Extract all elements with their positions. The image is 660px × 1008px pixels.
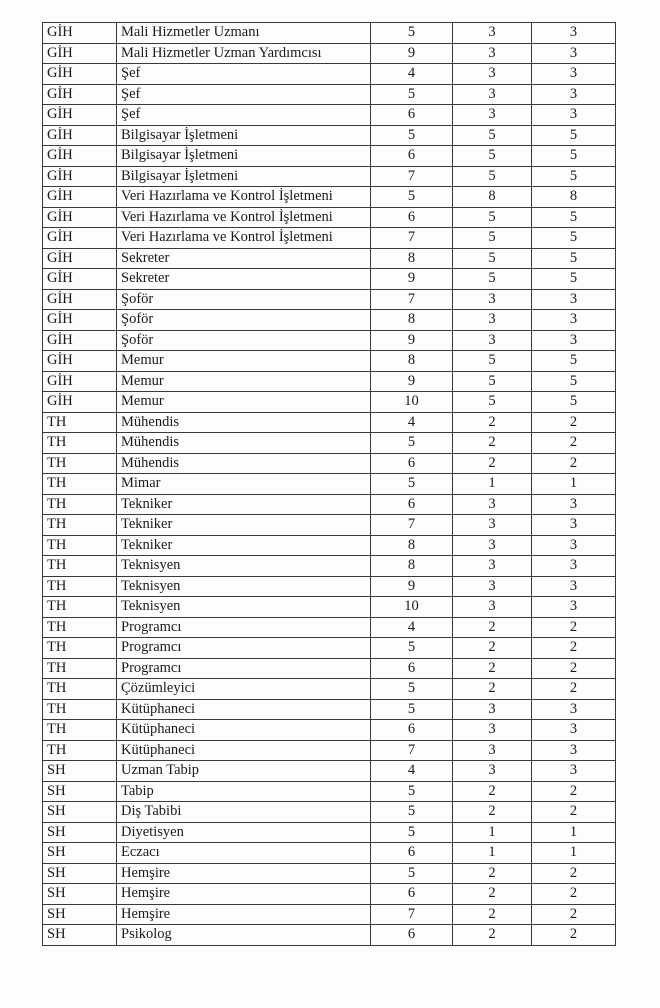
count-b-cell: 2 [532,802,616,823]
position-title-cell: Bilgisayar İşletmeni [117,146,371,167]
count-b-cell: 3 [532,105,616,126]
count-b-cell: 2 [532,617,616,638]
count-a-cell: 3 [453,597,532,618]
count-b-cell: 8 [532,187,616,208]
count-a-cell: 2 [453,679,532,700]
service-class-cell: SH [43,863,117,884]
grade-cell: 5 [371,802,453,823]
grade-cell: 4 [371,761,453,782]
table-row [43,494,616,515]
table-row [43,125,616,146]
grade-cell: 8 [371,535,453,556]
grade-cell: 5 [371,679,453,700]
count-b-cell: 5 [532,125,616,146]
table-row [43,289,616,310]
grade-cell: 5 [371,638,453,659]
count-a-cell: 2 [453,638,532,659]
count-a-cell: 5 [453,248,532,269]
position-title-cell: Teknisyen [117,576,371,597]
service-class-cell: TH [43,412,117,433]
count-a-cell: 5 [453,392,532,413]
position-title-cell: Uzman Tabip [117,761,371,782]
position-title-cell: Memur [117,371,371,392]
count-a-cell: 2 [453,802,532,823]
grade-cell: 8 [371,310,453,331]
service-class-cell: TH [43,474,117,495]
count-a-cell: 3 [453,23,532,44]
service-class-cell: TH [43,658,117,679]
position-title-cell: Psikolog [117,925,371,946]
position-title-cell: Şoför [117,289,371,310]
table-body [43,23,616,946]
service-class-cell: GİH [43,84,117,105]
count-b-cell: 3 [532,699,616,720]
count-a-cell: 3 [453,310,532,331]
service-class-cell: GİH [43,269,117,290]
count-a-cell: 2 [453,453,532,474]
count-a-cell: 2 [453,433,532,454]
count-a-cell: 3 [453,556,532,577]
grade-cell: 5 [371,23,453,44]
service-class-cell: TH [43,576,117,597]
grade-cell: 10 [371,392,453,413]
position-title-cell: Programcı [117,617,371,638]
grade-cell: 9 [371,371,453,392]
position-title-cell: Bilgisayar İşletmeni [117,125,371,146]
grade-cell: 6 [371,207,453,228]
grade-cell: 5 [371,125,453,146]
table-row [43,822,616,843]
grade-cell: 6 [371,843,453,864]
position-title-cell: Veri Hazırlama ve Kontrol İşletmeni [117,207,371,228]
count-a-cell: 2 [453,884,532,905]
position-title-cell: Programcı [117,638,371,659]
service-class-cell: SH [43,925,117,946]
service-class-cell: TH [43,699,117,720]
count-a-cell: 5 [453,351,532,372]
grade-cell: 6 [371,453,453,474]
table-row [43,105,616,126]
count-a-cell: 3 [453,84,532,105]
grade-cell: 6 [371,720,453,741]
grade-cell: 6 [371,105,453,126]
count-a-cell: 5 [453,125,532,146]
position-title-cell: Veri Hazırlama ve Kontrol İşletmeni [117,228,371,249]
service-class-cell: SH [43,843,117,864]
grade-cell: 6 [371,925,453,946]
table-row [43,556,616,577]
table-row [43,371,616,392]
service-class-cell: GİH [43,23,117,44]
count-a-cell: 1 [453,822,532,843]
count-a-cell: 2 [453,863,532,884]
grade-cell: 6 [371,494,453,515]
position-title-cell: Tekniker [117,515,371,536]
grade-cell: 8 [371,351,453,372]
grade-cell: 4 [371,412,453,433]
count-b-cell: 3 [532,43,616,64]
grade-cell: 5 [371,474,453,495]
grade-cell: 5 [371,84,453,105]
count-b-cell: 2 [532,412,616,433]
grade-cell: 9 [371,269,453,290]
grade-cell: 9 [371,330,453,351]
table-row [43,720,616,741]
grade-cell: 5 [371,781,453,802]
count-a-cell: 3 [453,289,532,310]
table-row [43,453,616,474]
grade-cell: 7 [371,515,453,536]
service-class-cell: TH [43,535,117,556]
grade-cell: 6 [371,658,453,679]
count-a-cell: 1 [453,474,532,495]
service-class-cell: TH [43,679,117,700]
position-title-cell: Teknisyen [117,597,371,618]
count-b-cell: 1 [532,822,616,843]
table-row [43,392,616,413]
count-b-cell: 3 [532,64,616,85]
table-row [43,904,616,925]
count-b-cell: 3 [532,597,616,618]
table-row [43,269,616,290]
table-row [43,925,616,946]
table-row [43,43,616,64]
grade-cell: 7 [371,228,453,249]
service-class-cell: GİH [43,187,117,208]
count-a-cell: 3 [453,576,532,597]
service-class-cell: TH [43,494,117,515]
service-class-cell: TH [43,638,117,659]
service-class-cell: TH [43,433,117,454]
grade-cell: 8 [371,248,453,269]
count-b-cell: 3 [532,84,616,105]
count-a-cell: 3 [453,43,532,64]
count-b-cell: 2 [532,863,616,884]
position-title-cell: Tekniker [117,535,371,556]
position-title-cell: Hemşire [117,884,371,905]
service-class-cell: SH [43,802,117,823]
grade-cell: 7 [371,166,453,187]
staff-positions-table [42,22,616,946]
count-b-cell: 3 [532,330,616,351]
table-row [43,23,616,44]
count-b-cell: 3 [532,556,616,577]
grade-cell: 5 [371,822,453,843]
service-class-cell: GİH [43,146,117,167]
count-b-cell: 3 [532,289,616,310]
service-class-cell: GİH [43,310,117,331]
position-title-cell: Şef [117,64,371,85]
table-row [43,576,616,597]
count-b-cell: 5 [532,248,616,269]
count-b-cell: 2 [532,679,616,700]
count-a-cell: 3 [453,720,532,741]
service-class-cell: GİH [43,125,117,146]
count-b-cell: 3 [532,720,616,741]
grade-cell: 6 [371,884,453,905]
table-row [43,658,616,679]
position-title-cell: Mühendis [117,412,371,433]
service-class-cell: TH [43,740,117,761]
count-b-cell: 5 [532,371,616,392]
service-class-cell: SH [43,761,117,782]
position-title-cell: Memur [117,351,371,372]
count-b-cell: 2 [532,433,616,454]
count-a-cell: 2 [453,904,532,925]
count-a-cell: 5 [453,146,532,167]
count-b-cell: 2 [532,781,616,802]
position-title-cell: Kütüphaneci [117,720,371,741]
count-b-cell: 2 [532,638,616,659]
service-class-cell: TH [43,515,117,536]
count-b-cell: 2 [532,904,616,925]
count-b-cell: 2 [532,453,616,474]
grade-cell: 5 [371,187,453,208]
count-b-cell: 5 [532,166,616,187]
count-b-cell: 5 [532,392,616,413]
table-row [43,515,616,536]
service-class-cell: GİH [43,166,117,187]
position-title-cell: Kütüphaneci [117,699,371,720]
table-row [43,474,616,495]
count-a-cell: 3 [453,761,532,782]
grade-cell: 4 [371,64,453,85]
count-b-cell: 3 [532,515,616,536]
table-row [43,679,616,700]
position-title-cell: Hemşire [117,863,371,884]
table-row [43,84,616,105]
grade-cell: 4 [371,617,453,638]
count-a-cell: 3 [453,699,532,720]
service-class-cell: GİH [43,105,117,126]
table-row [43,617,616,638]
table-row [43,638,616,659]
service-class-cell: TH [43,720,117,741]
position-title-cell: Memur [117,392,371,413]
position-title-cell: Bilgisayar İşletmeni [117,166,371,187]
position-title-cell: Programcı [117,658,371,679]
service-class-cell: GİH [43,207,117,228]
table-row [43,597,616,618]
table-row [43,433,616,454]
count-a-cell: 2 [453,781,532,802]
position-title-cell: Mühendis [117,453,371,474]
position-title-cell: Sekreter [117,248,371,269]
table-row [43,884,616,905]
position-title-cell: Hemşire [117,904,371,925]
table-row [43,843,616,864]
count-a-cell: 2 [453,658,532,679]
grade-cell: 9 [371,43,453,64]
count-b-cell: 3 [532,576,616,597]
table-row [43,781,616,802]
count-b-cell: 5 [532,351,616,372]
service-class-cell: SH [43,904,117,925]
position-title-cell: Teknisyen [117,556,371,577]
count-b-cell: 3 [532,494,616,515]
table-row [43,330,616,351]
service-class-cell: SH [43,884,117,905]
count-b-cell: 2 [532,658,616,679]
service-class-cell: TH [43,453,117,474]
grade-cell: 7 [371,740,453,761]
count-b-cell: 5 [532,146,616,167]
count-a-cell: 5 [453,269,532,290]
service-class-cell: GİH [43,248,117,269]
grade-cell: 10 [371,597,453,618]
count-a-cell: 5 [453,371,532,392]
grade-cell: 9 [371,576,453,597]
count-b-cell: 2 [532,925,616,946]
count-b-cell: 1 [532,843,616,864]
grade-cell: 6 [371,146,453,167]
count-b-cell: 3 [532,761,616,782]
table-row [43,802,616,823]
position-title-cell: Sekreter [117,269,371,290]
table-row [43,248,616,269]
service-class-cell: TH [43,556,117,577]
position-title-cell: Şef [117,105,371,126]
service-class-cell: TH [43,597,117,618]
count-a-cell: 2 [453,412,532,433]
position-title-cell: Şef [117,84,371,105]
service-class-cell: GİH [43,43,117,64]
table-row [43,412,616,433]
table-row [43,146,616,167]
count-a-cell: 3 [453,64,532,85]
table-row [43,761,616,782]
count-b-cell: 2 [532,884,616,905]
service-class-cell: GİH [43,330,117,351]
table-row [43,863,616,884]
table-row [43,535,616,556]
table-row [43,228,616,249]
count-a-cell: 1 [453,843,532,864]
count-b-cell: 5 [532,228,616,249]
service-class-cell: GİH [43,392,117,413]
count-a-cell: 3 [453,535,532,556]
table-row [43,207,616,228]
position-title-cell: Mali Hizmetler Uzman Yardımcısı [117,43,371,64]
service-class-cell: GİH [43,351,117,372]
count-a-cell: 5 [453,228,532,249]
position-title-cell: Mimar [117,474,371,495]
grade-cell: 8 [371,556,453,577]
count-a-cell: 5 [453,166,532,187]
count-b-cell: 3 [532,535,616,556]
table-row [43,310,616,331]
position-title-cell: Tabip [117,781,371,802]
count-b-cell: 3 [532,310,616,331]
position-title-cell: Şoför [117,330,371,351]
count-a-cell: 3 [453,740,532,761]
service-class-cell: GİH [43,228,117,249]
grade-cell: 7 [371,904,453,925]
position-title-cell: Kütüphaneci [117,740,371,761]
grade-cell: 5 [371,699,453,720]
grade-cell: 5 [371,863,453,884]
service-class-cell: GİH [43,371,117,392]
table-row [43,351,616,372]
position-title-cell: Diyetisyen [117,822,371,843]
service-class-cell: TH [43,617,117,638]
table-row [43,699,616,720]
count-a-cell: 2 [453,925,532,946]
table-row [43,166,616,187]
count-a-cell: 8 [453,187,532,208]
position-title-cell: Çözümleyici [117,679,371,700]
position-title-cell: Diş Tabibi [117,802,371,823]
count-b-cell: 3 [532,23,616,44]
position-title-cell: Şoför [117,310,371,331]
position-title-cell: Veri Hazırlama ve Kontrol İşletmeni [117,187,371,208]
position-title-cell: Mali Hizmetler Uzmanı [117,23,371,44]
count-b-cell: 5 [532,207,616,228]
position-title-cell: Eczacı [117,843,371,864]
count-a-cell: 3 [453,105,532,126]
count-b-cell: 1 [532,474,616,495]
table-row [43,187,616,208]
grade-cell: 5 [371,433,453,454]
service-class-cell: GİH [43,289,117,310]
grade-cell: 7 [371,289,453,310]
service-class-cell: SH [43,781,117,802]
count-a-cell: 5 [453,207,532,228]
count-a-cell: 3 [453,494,532,515]
service-class-cell: GİH [43,64,117,85]
position-title-cell: Mühendis [117,433,371,454]
table-row [43,740,616,761]
count-a-cell: 3 [453,515,532,536]
count-a-cell: 3 [453,330,532,351]
table-row [43,64,616,85]
position-title-cell: Tekniker [117,494,371,515]
count-a-cell: 2 [453,617,532,638]
count-b-cell: 5 [532,269,616,290]
service-class-cell: SH [43,822,117,843]
count-b-cell: 3 [532,740,616,761]
